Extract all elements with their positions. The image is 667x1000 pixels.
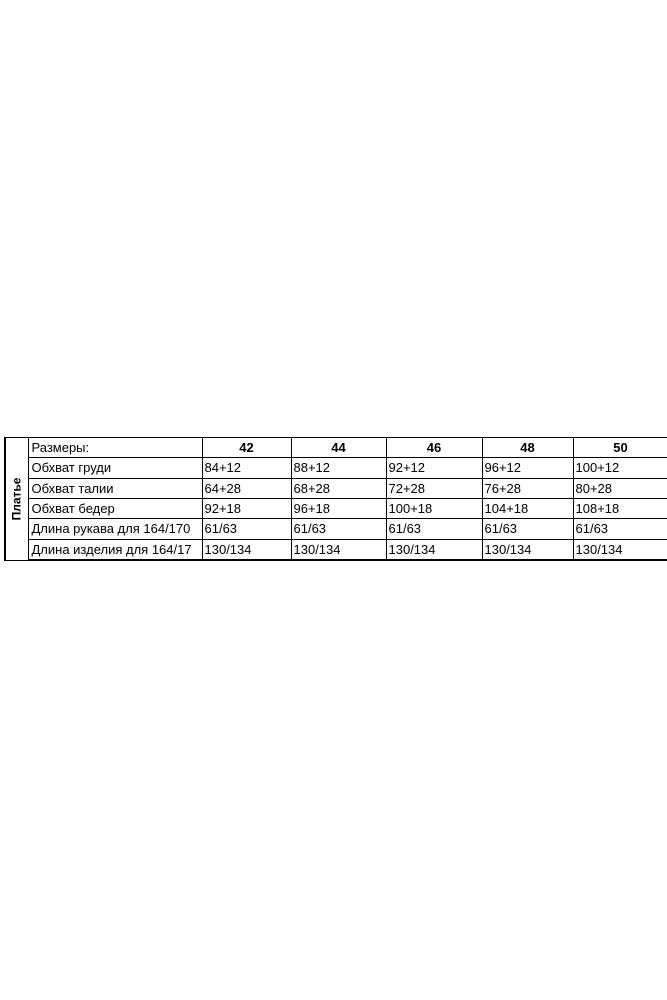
row-label: Обхват бедер bbox=[28, 498, 202, 518]
table-cell: 72+28 bbox=[386, 478, 482, 498]
sizes-header-label: Размеры: bbox=[28, 438, 202, 458]
table-cell: 68+28 bbox=[291, 478, 386, 498]
table-cell: 96+18 bbox=[291, 498, 386, 518]
size-header: 42 bbox=[202, 438, 291, 458]
table-cell: 84+12 bbox=[202, 458, 291, 478]
size-header: 46 bbox=[386, 438, 482, 458]
table-cell: 96+12 bbox=[482, 458, 573, 478]
table-cell: 92+12 bbox=[386, 458, 482, 478]
row-label: Обхват груди bbox=[28, 458, 202, 478]
table-cell: 92+18 bbox=[202, 498, 291, 518]
size-table bbox=[4, 437, 667, 561]
table-cell: 61/63 bbox=[386, 519, 482, 539]
table-row bbox=[5, 458, 667, 478]
table-row bbox=[5, 478, 667, 498]
table-cell: 130/134 bbox=[202, 539, 291, 560]
table-cell: 64+28 bbox=[202, 478, 291, 498]
table-row bbox=[5, 519, 667, 539]
table-cell: 130/134 bbox=[291, 539, 386, 560]
row-label: Длина изделия для 164/17 bbox=[28, 539, 202, 560]
table-cell: 76+28 bbox=[482, 478, 573, 498]
table-cell: 100+18 bbox=[386, 498, 482, 518]
table-cell: 61/63 bbox=[202, 519, 291, 539]
table-cell: 100+12 bbox=[573, 458, 667, 478]
size-header: 50 bbox=[573, 438, 667, 458]
row-label: Длина рукава для 164/170 bbox=[28, 519, 202, 539]
row-label: Обхват талии bbox=[28, 478, 202, 498]
garment-type-label: Платье bbox=[9, 477, 24, 521]
table-cell: 61/63 bbox=[573, 519, 667, 539]
table-cell: 61/63 bbox=[482, 519, 573, 539]
garment-type-cell bbox=[5, 438, 28, 561]
table-cell: 104+18 bbox=[482, 498, 573, 518]
table-cell: 130/134 bbox=[573, 539, 667, 560]
size-header: 44 bbox=[291, 438, 386, 458]
header-row bbox=[5, 438, 667, 458]
table-row bbox=[5, 539, 667, 560]
table-cell: 130/134 bbox=[386, 539, 482, 560]
table-cell: 88+12 bbox=[291, 458, 386, 478]
table-cell: 80+28 bbox=[573, 478, 667, 498]
table-cell: 61/63 bbox=[291, 519, 386, 539]
size-header: 48 bbox=[482, 438, 573, 458]
table-cell: 130/134 bbox=[482, 539, 573, 560]
table-row bbox=[5, 498, 667, 518]
table-cell: 108+18 bbox=[573, 498, 667, 518]
